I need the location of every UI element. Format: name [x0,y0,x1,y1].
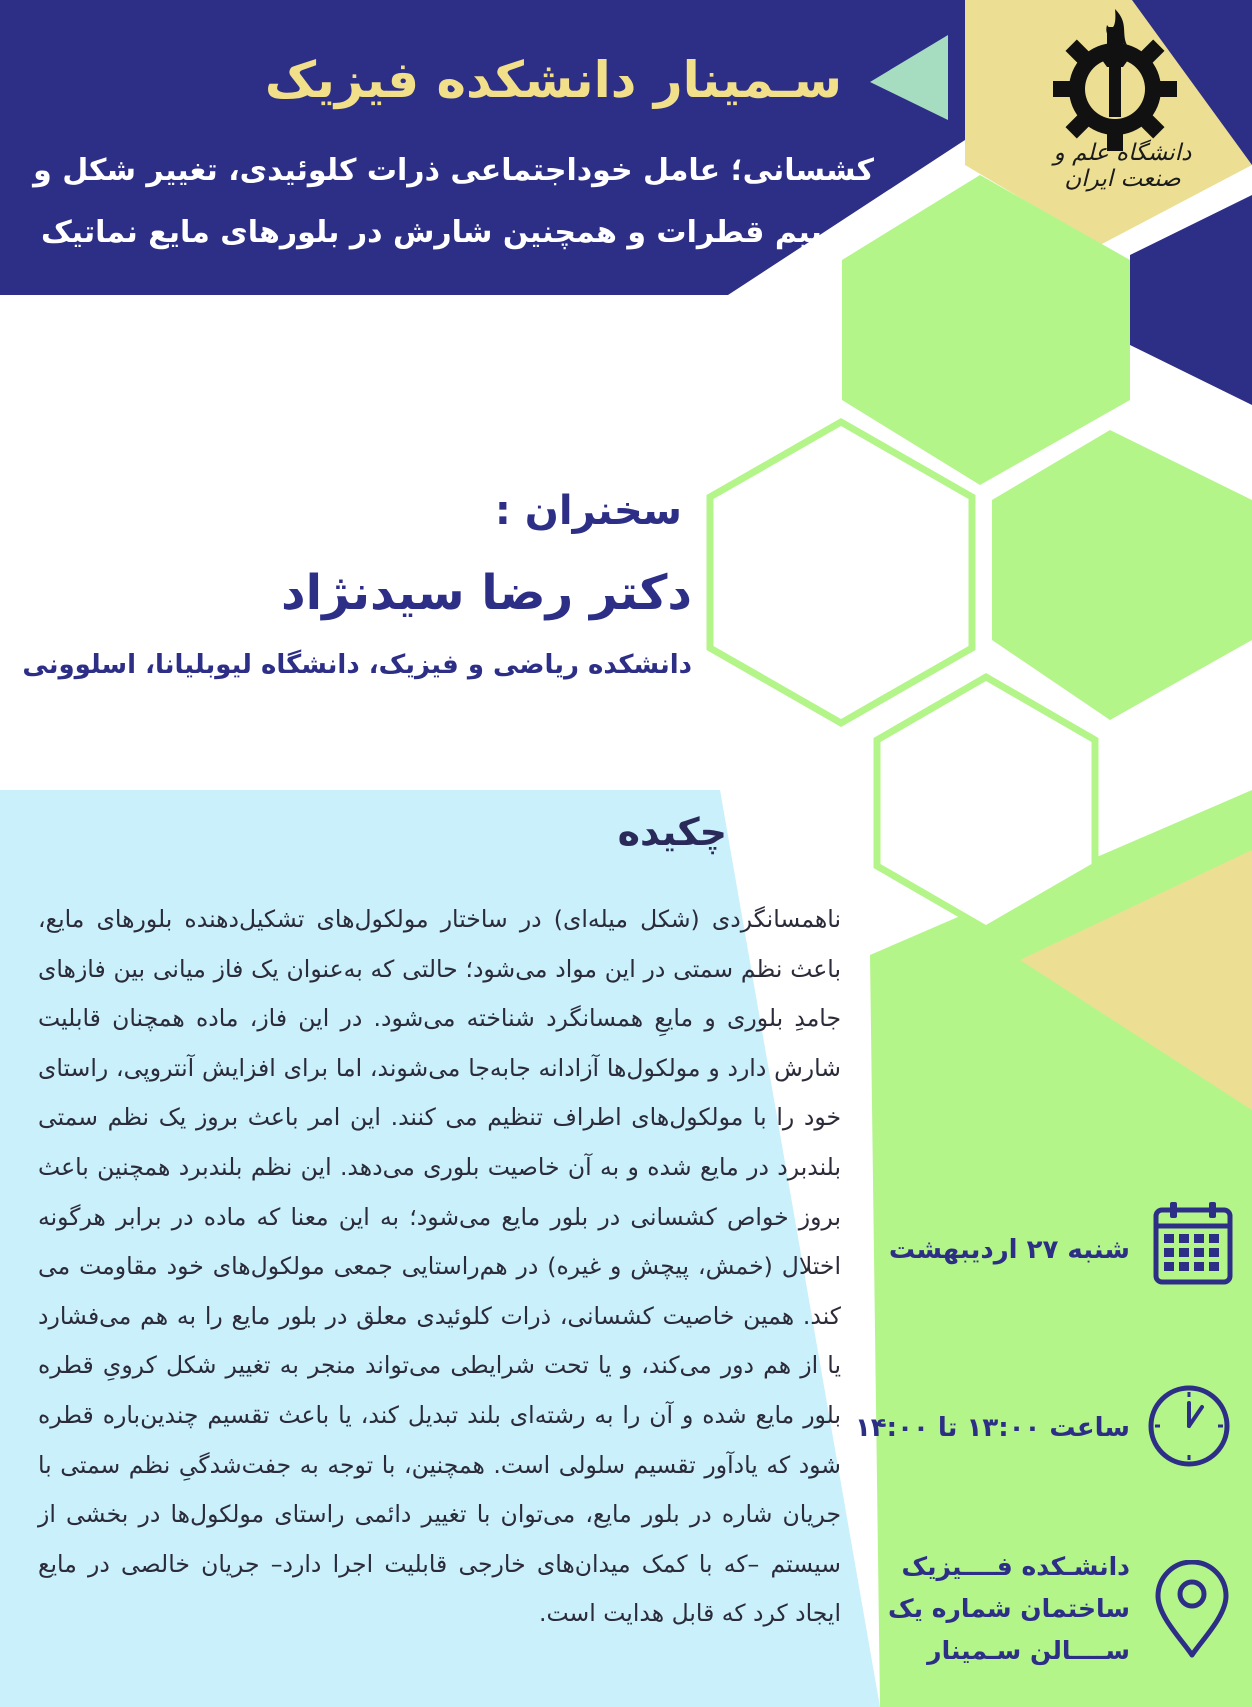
location-line-1: دانشـکده فــــیزیک [901,1552,1130,1581]
clock-icon [1146,1383,1232,1469]
abstract-heading: چکیده [617,810,727,854]
location-pin-icon [1152,1560,1232,1660]
logo-text: دانشگاه علم و صنعت ایران [1053,140,1192,192]
location-line-2: ساختمان شماره یک [888,1594,1130,1623]
location-line-3: ســــالن سـمینار [927,1636,1130,1665]
speaker-label: سخنران : [494,488,682,534]
speaker-affiliation: دانشکده ریاضی و فیزیک، دانشگاه لیوبلیانا، اسلوونی [22,650,692,680]
speaker-name: دکتر رضا سیدنژاد [281,565,692,621]
talk-title: کشسانی؛ عامل خوداجتماعی ذرات کلوئیدی، تغییر شکل و تقسیم قطرات و همچنین شارش در بلورهای مایع نماتیک [33,153,874,250]
navy-triangle-right [1130,195,1252,405]
seminar-title: سـمینار دانشکده فیزیک [264,51,842,109]
abstract-body: ناهمسانگردی (شکل میله‌ای) در ساختار مولکول‌های تشکیل‌دهنده بلورهای مایع، باعث نظم سمتی در این مواد می‌شود؛ حالتی که به‌عنوان یک فاز میانی بین فازهای جامدِ بلوری و مایعِ همسانگرد شناخته می‌شود. در این فاز، ماده همچنان قابلیت شارش دارد و مولکول‌ها آزادانه جابه‌جا می‌شوند، اما برای افزایش آنتروپی، راستای خود را با مولکول‌های اطراف تنظیم می کنند. این امر باعث بروز یک نظم سمتی بلندبرد در مایع شده و به آن خاصیت بلوری می‌دهد. این نظم بلندبرد همچنین باعث بروز خواص کشسانی در بلور مایع می‌شود؛ به این معنا که ماده در برابر هرگونه اختلال (خمش، پیچش و غیره) در هم‌راستایی جمعی مولکول‌های خود مقاومت می کند. همین خاصیت کشسانی، ذرات کلوئیدی معلق در بلور مایع را به هم می‌فشارد یا از هم دور می‌کند، و یا تحت شرایطی می‌تواند منجر به تغییر شکل کرویِ قطره بلور مایع شده و آن را به رشته‌ای بلند تبدیل کند، یا باعث تقسیم چندین‌باره قطره شود که یادآور تقسیم سلولی است. همچنین، با توجه به جفت‌شدگیِ نظم سمتی با جریان شاره در بلور مایع، می‌توان با تغییر دائمی راستای مولکول‌ها در بخشی از سیستم –که با کمک میدان‌های خارجی قابلیت اجرا دارد– جریان خالصی در مایع ایجاد کرد که قابل هدایت است. [38,905,841,1628]
event-time: ساعت ۱۳:۰۰ تا ۱۴:۰۰ [854,1413,1130,1443]
event-date: شنبه ۲۷ اردیبهشت [888,1235,1130,1265]
calendar-icon [1152,1200,1234,1286]
outline-hexagon-large [710,422,972,723]
event-location [830,1546,1130,1672]
lime-hexagon-mid [992,430,1252,720]
